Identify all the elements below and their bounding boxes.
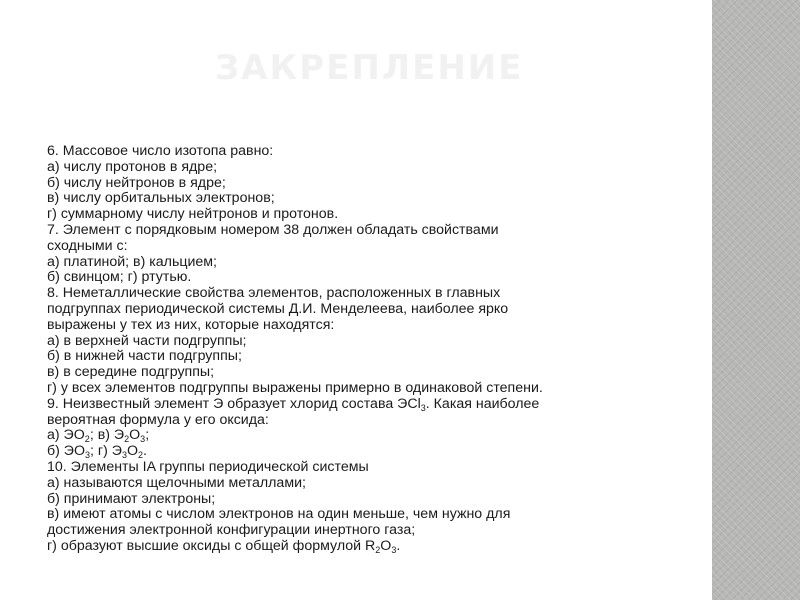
formula-part: ;	[145, 427, 150, 444]
question-8-line-2: подгруппах периодической системы Д.И. Менделеева, наиболее ярко	[47, 300, 509, 317]
question-6-option-d: г) суммарному числу нейтронов и протонов.	[47, 206, 339, 223]
formula-part: .	[396, 537, 401, 554]
formula-subscript: 3	[121, 450, 127, 461]
formula-subscript: 2	[375, 544, 381, 555]
question-6-option-a: а) числу протонов в ядре;	[47, 158, 218, 175]
question-7-line-1: 7. Элемент с порядковым номером 38 должен обладать свойствами	[47, 221, 499, 238]
slide-content	[47, 144, 672, 555]
formula-part: O	[129, 427, 141, 444]
question-8-option-a: а) в верхней части подгруппы;	[47, 332, 247, 349]
question-9-line-1	[47, 397, 672, 413]
formula-subscript: 3	[140, 434, 146, 445]
formula-part: б) ЭО	[47, 443, 86, 460]
formula-subscript: 3	[85, 450, 91, 461]
question-10-option-c-line-2: достижения электронной конфигурации инертного газа;	[47, 522, 416, 539]
question-6-option-b: б) числу нейтронов в ядре;	[47, 174, 226, 191]
formula-subscript: 2	[84, 434, 90, 445]
question-6-option-c: в) числу орбитальных электронов;	[47, 190, 275, 207]
question-10-option-c-line-1: в) имеют атомы с числом электронов на один меньше, чем нужно для	[47, 506, 511, 523]
formula-part: O	[126, 443, 139, 460]
formula-subscript: 2	[138, 450, 144, 461]
formula-subscript: 2	[124, 434, 130, 445]
question-7-line-2: сходными с:	[47, 237, 128, 254]
formula-part: ; в) Э	[89, 427, 125, 444]
question-10-option-d	[47, 539, 672, 555]
question-10-option-b: б) принимают электроны;	[47, 490, 216, 507]
question-8-line-3: выражены у тех из них, которые находятся:	[47, 316, 335, 333]
question-6: 6. Массовое число изотопа равно:	[47, 143, 274, 159]
question-9-text-end: . Какая наиболее	[425, 395, 540, 412]
question-10-line-1: 10. Элементы IA группы периодической системы	[47, 458, 369, 475]
question-8-option-d: г) у всех элементов подгруппы выражены примерно в одинаковой степени.	[47, 379, 543, 396]
question-9-text-start: 9. Неизвестный элемент Э образует хлорид состава ЭCl	[47, 395, 421, 412]
formula-part: O	[380, 537, 392, 554]
formula-part: ; г) Э	[90, 443, 122, 460]
question-10-option-a: а) называются щелочными металлами;	[47, 474, 306, 491]
question-9-line-2: вероятная формула у его оксида:	[47, 411, 269, 428]
decorative-side-band	[712, 0, 800, 600]
formula-part: г) образуют высшие оксиды с общей формулой R	[47, 537, 376, 554]
question-9-subscript: 3	[420, 402, 426, 413]
formula-part: .	[143, 443, 147, 460]
question-9-options-b-d	[47, 444, 672, 460]
question-8-line-1: 8. Неметаллические свойства элементов, расположенных в главных	[47, 285, 501, 302]
question-7-options-b-d: б) свинцом; г) ртутью.	[47, 269, 192, 286]
question-8-option-b: б) в нижней части подгруппы;	[47, 348, 242, 365]
question-8-option-c: в) в середине подгруппы;	[47, 364, 215, 381]
question-9-options-a-c	[47, 428, 672, 444]
formula-part: а) ЭО	[47, 427, 85, 444]
formula-subscript: 3	[391, 544, 397, 555]
question-7-options-a-c: а) платиной; в) кальцием;	[47, 253, 217, 270]
slide-title: ЗАКРЕПЛЕНИЕ	[215, 48, 524, 88]
